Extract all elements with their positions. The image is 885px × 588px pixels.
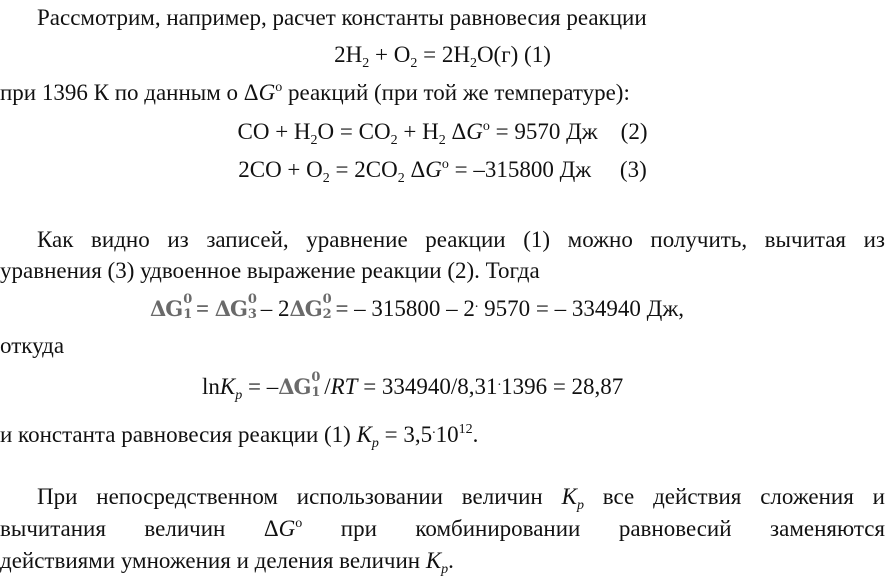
delta-g-symbol: ΔG 0 2 — [289, 292, 331, 322]
text-line: откуда — [0, 333, 65, 358]
text-line: При непосредственном использовании величин $K_p$ все действия сложения и — [37, 484, 885, 513]
text-line: действиями умножения и деления величин $K_p$. — [0, 548, 454, 577]
text-line: Как видно из записей, уравнение реакции (1) можно получить, вычитая из — [37, 227, 885, 252]
delta-g-symbol: ΔG 0 1 — [150, 292, 192, 322]
delta-g-symbol: ΔG 0 1 — [278, 370, 320, 400]
equation-3: $2CO + O_2 = 2CO_2$ $\Delta G^o = -315800$ Дж (3) — [238, 157, 647, 186]
equation-ln-kp: lnK$_p$ = –ΔG 0 1 /RT = 334940/8,31.1396 = 28,87 — [202, 370, 624, 403]
equation-1: $2H_2 + O_2 = 2H_2O(г)$ (1) — [334, 42, 551, 71]
delta-g-symbol: ΔG 0 3 — [214, 292, 256, 322]
equation-2: CO + $H_2O = CO_2 + H_2$ $\Delta G^o = 9570$ Дж (2) — [237, 119, 648, 148]
equation-delta-g: ΔG 0 1 = ΔG 0 3 – 2ΔG 0 2 = – 315800 – 2. 9570 = – 334940 Дж, — [150, 292, 684, 322]
text-line: вычитания величин $\Delta G^o$ при комбинировании равновесий заменяются — [0, 516, 885, 541]
text-line: уравнения (3) удвоенное выражение реакции (2). Тогда — [0, 258, 540, 283]
text-line: при 1396 К по данным о $\Delta G^o$ реакций (при той же температуре): — [0, 80, 630, 105]
text-line: Рассмотрим, например, расчет константы равновесия реакции — [37, 5, 647, 30]
text-line: и константа равновесия реакции (1) $K_p = 3,5^.10^{12}$. — [0, 422, 479, 451]
